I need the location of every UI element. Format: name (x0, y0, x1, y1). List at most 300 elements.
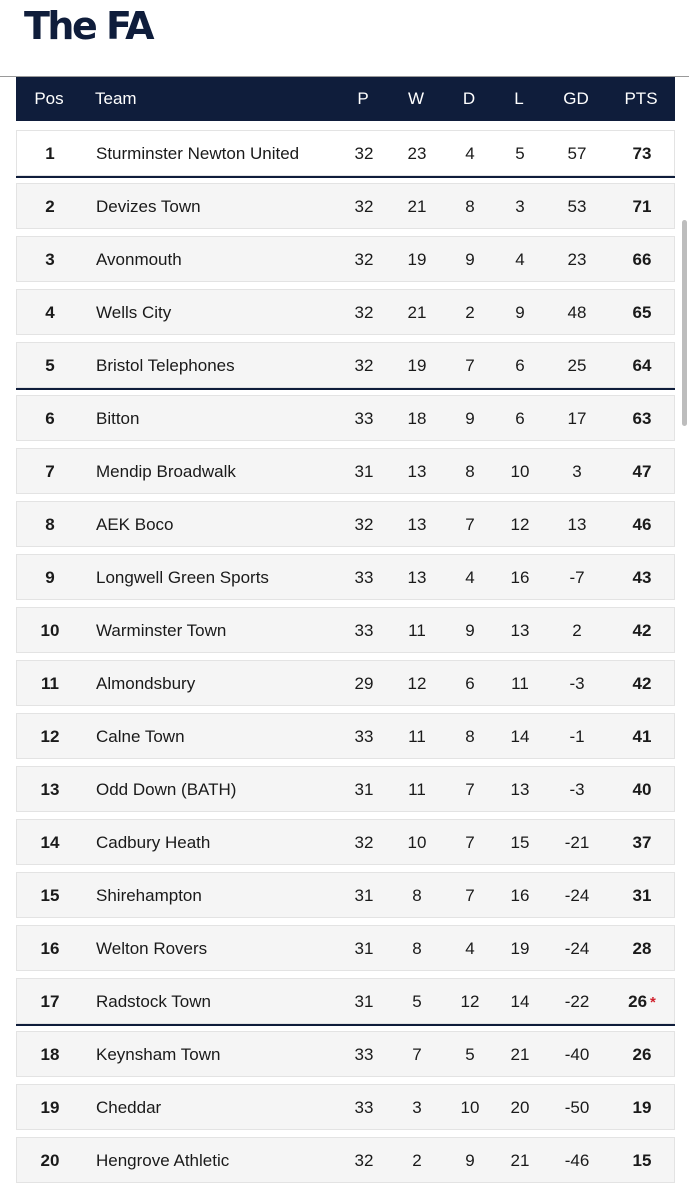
row-played-value: 33 (354, 727, 374, 746)
row-lost-value: 21 (510, 1151, 530, 1170)
row-pos (17, 992, 83, 1012)
row-played-value: 33 (354, 621, 374, 640)
row-points (617, 1151, 667, 1171)
row-lost-value: 13 (510, 780, 530, 799)
row-won (402, 356, 432, 376)
row-pos (17, 1098, 83, 1118)
row-points (617, 144, 667, 164)
row-points-value: 43 (632, 568, 652, 587)
row-lost-value: 12 (510, 515, 530, 534)
table-row[interactable] (16, 607, 675, 653)
row-pos-value: 3 (45, 250, 55, 269)
table-row[interactable] (16, 872, 675, 918)
row-goal-difference (557, 992, 597, 1012)
table-row[interactable] (16, 554, 675, 600)
row-won-value: 11 (408, 727, 426, 746)
row-drawn-value: 4 (465, 939, 475, 958)
row-won-value: 13 (407, 515, 427, 534)
row-drawn (455, 1098, 485, 1118)
row-goal-difference (557, 303, 597, 323)
row-pos (17, 1151, 83, 1171)
row-played (349, 409, 379, 429)
row-goal-difference (557, 1045, 597, 1065)
row-pos-value: 11 (41, 674, 59, 693)
row-points (617, 727, 667, 747)
row-points-value: 42 (632, 621, 652, 640)
row-team-name-value: Sturminster Newton United (96, 144, 300, 163)
row-points-value: 28 (632, 939, 652, 958)
row-goal-difference (557, 356, 597, 376)
table-row[interactable] (16, 395, 675, 441)
table-row[interactable] (16, 819, 675, 865)
row-goal-difference-value: -1 (569, 727, 585, 746)
row-pos (17, 515, 83, 535)
row-team-name-value: Devizes Town (96, 197, 201, 216)
row-points (617, 515, 667, 535)
row-team-name (96, 409, 336, 429)
row-lost (505, 1151, 535, 1171)
row-team-name (96, 780, 336, 800)
row-drawn (455, 409, 485, 429)
row-lost (505, 515, 535, 535)
row-won (402, 250, 432, 270)
row-goal-difference-value: 53 (567, 197, 587, 216)
points-note-marker: * (650, 994, 656, 1011)
row-won-value: 21 (407, 197, 427, 216)
row-won (402, 1151, 432, 1171)
row-pos-value: 14 (40, 833, 60, 852)
row-lost (505, 727, 535, 747)
row-team-name-value: Calne Town (96, 727, 185, 746)
row-played-value: 29 (354, 674, 374, 693)
row-goal-difference-value: 57 (567, 144, 587, 163)
row-points (617, 197, 667, 217)
row-lost-value: 21 (510, 1045, 530, 1064)
row-played-value: 31 (354, 939, 374, 958)
row-team-name (96, 144, 336, 164)
row-played (349, 303, 379, 323)
row-pos-value: 13 (40, 780, 60, 799)
row-won-value: 13 (407, 568, 427, 587)
row-won-value: 23 (407, 144, 427, 163)
row-lost (505, 1045, 535, 1065)
row-won (402, 621, 432, 641)
row-won (402, 568, 432, 588)
row-goal-difference (557, 250, 597, 270)
row-team-name-value: Mendip Broadwalk (96, 462, 236, 481)
row-won-value: 7 (412, 1045, 422, 1064)
row-played (349, 674, 379, 694)
row-pos (17, 621, 83, 641)
table-row[interactable] (16, 501, 675, 547)
row-team-name-value: Radstock Town (96, 992, 211, 1011)
row-played (349, 621, 379, 641)
row-points-value: 26 (628, 992, 648, 1011)
row-drawn-value: 7 (465, 886, 475, 905)
row-played-value: 32 (354, 833, 374, 852)
row-team-name-value: Bitton (96, 409, 140, 428)
row-lost-value: 5 (515, 144, 525, 163)
row-points (617, 250, 667, 270)
row-lost (505, 780, 535, 800)
row-lost (505, 621, 535, 641)
row-points (617, 303, 667, 323)
row-goal-difference (557, 674, 597, 694)
row-team-name (96, 992, 336, 1012)
row-pos-value: 4 (45, 303, 55, 322)
row-points (617, 780, 667, 800)
row-points-value: 73 (632, 144, 652, 163)
row-pos (17, 144, 83, 164)
row-points (617, 568, 667, 588)
row-team-name (96, 515, 336, 535)
row-played (349, 144, 379, 164)
row-lost (505, 939, 535, 959)
table-header (16, 77, 675, 121)
row-drawn-value: 8 (465, 462, 475, 481)
row-lost (505, 409, 535, 429)
row-points (617, 462, 667, 482)
row-drawn (455, 356, 485, 376)
row-played-value: 32 (354, 250, 374, 269)
row-won (402, 992, 432, 1012)
row-won (402, 409, 432, 429)
row-pos-value: 20 (40, 1151, 60, 1170)
row-drawn-value: 5 (465, 1045, 475, 1064)
row-played-value: 31 (354, 886, 374, 905)
row-points (617, 674, 667, 694)
row-drawn-value: 4 (465, 568, 475, 587)
row-team-name (96, 939, 336, 959)
scrollbar[interactable] (682, 220, 687, 426)
row-won-value: 3 (412, 1098, 422, 1117)
row-team-name-value: Avonmouth (96, 250, 182, 269)
row-pos (17, 462, 83, 482)
row-played (349, 1098, 379, 1118)
row-points-value: 47 (632, 462, 652, 481)
row-played (349, 197, 379, 217)
row-goal-difference-value: -3 (569, 674, 585, 693)
row-drawn-value: 9 (465, 621, 475, 640)
table-row[interactable] (16, 978, 675, 1024)
row-pos-value: 8 (45, 515, 55, 534)
row-won (402, 1098, 432, 1118)
row-team-name (96, 250, 336, 270)
row-points-value: 64 (632, 356, 652, 375)
row-won-value: 8 (412, 886, 422, 905)
row-drawn (455, 303, 485, 323)
row-played-value: 33 (354, 1045, 374, 1064)
row-drawn (455, 780, 485, 800)
row-lost (505, 992, 535, 1012)
row-lost-value: 20 (510, 1098, 530, 1117)
row-team-name-value: Cadbury Heath (96, 833, 211, 852)
row-played (349, 356, 379, 376)
row-goal-difference (557, 144, 597, 164)
row-drawn (455, 621, 485, 641)
row-won-value: 21 (407, 303, 427, 322)
row-pos-value: 19 (40, 1098, 60, 1117)
row-played-value: 32 (354, 1151, 374, 1170)
table-row[interactable] (16, 1084, 675, 1130)
row-played (349, 833, 379, 853)
row-won-value: 13 (407, 462, 427, 481)
row-drawn (455, 1151, 485, 1171)
row-lost-value: 16 (510, 568, 530, 587)
row-played (349, 1045, 379, 1065)
row-pos (17, 939, 83, 959)
row-won (402, 886, 432, 906)
table-row[interactable] (16, 342, 675, 388)
row-drawn (455, 462, 485, 482)
header-won: W (407, 89, 425, 108)
row-pos-value: 5 (45, 356, 55, 375)
row-team-name (96, 462, 336, 482)
row-pos (17, 833, 83, 853)
row-team-name-value: Welton Rovers (96, 939, 208, 958)
row-lost (505, 674, 535, 694)
row-team-name (96, 833, 336, 853)
row-points-value: 71 (632, 197, 652, 216)
row-lost-value: 3 (515, 197, 525, 216)
row-lost (505, 886, 535, 906)
row-points (617, 1045, 667, 1065)
position-divider (16, 176, 675, 178)
row-drawn-value: 6 (465, 674, 475, 693)
row-team-name-value: Longwell Green Sports (96, 568, 269, 587)
header-goal-difference: GD (563, 89, 589, 108)
row-goal-difference-value: -7 (569, 568, 585, 587)
header-drawn: D (462, 89, 476, 108)
row-pos-value: 6 (45, 409, 55, 428)
table-row[interactable] (16, 130, 675, 176)
row-points (617, 939, 667, 959)
row-lost-value: 15 (510, 833, 530, 852)
row-points-value: 19 (632, 1098, 652, 1117)
row-lost (505, 303, 535, 323)
row-goal-difference (557, 1098, 597, 1118)
row-goal-difference-value: -22 (564, 992, 590, 1011)
header-lost: L (514, 89, 524, 108)
row-lost-value: 4 (515, 250, 525, 269)
row-won (402, 780, 432, 800)
row-drawn-value: 7 (465, 833, 475, 852)
row-played-value: 32 (354, 303, 374, 322)
row-goal-difference (557, 833, 597, 853)
row-goal-difference (557, 780, 597, 800)
row-played (349, 568, 379, 588)
row-lost-value: 11 (511, 674, 529, 693)
row-goal-difference (557, 621, 597, 641)
row-team-name (96, 621, 336, 641)
row-won (402, 197, 432, 217)
row-lost (505, 144, 535, 164)
row-played-value: 32 (354, 515, 374, 534)
row-team-name (96, 303, 336, 323)
table-row[interactable] (16, 183, 675, 229)
row-drawn-value: 9 (465, 250, 475, 269)
row-goal-difference (557, 727, 597, 747)
row-pos-value: 10 (40, 621, 60, 640)
row-drawn (455, 144, 485, 164)
row-goal-difference-value: -21 (564, 833, 590, 852)
row-lost-value: 9 (515, 303, 525, 322)
row-played-value: 31 (354, 462, 374, 481)
row-pos (17, 568, 83, 588)
row-points-value: 42 (632, 674, 652, 693)
row-drawn-value: 7 (465, 515, 475, 534)
row-team-name (96, 1045, 336, 1065)
row-lost (505, 250, 535, 270)
row-team-name-value: Hengrove Athletic (96, 1151, 230, 1170)
row-goal-difference (557, 409, 597, 429)
row-goal-difference-value: -50 (564, 1098, 590, 1117)
row-lost-value: 19 (510, 939, 530, 958)
row-lost (505, 197, 535, 217)
row-won (402, 674, 432, 694)
row-goal-difference (557, 515, 597, 535)
row-drawn-value: 8 (465, 197, 475, 216)
row-lost-value: 6 (515, 356, 525, 375)
row-drawn (455, 250, 485, 270)
row-points-value: 40 (632, 780, 652, 799)
row-goal-difference (557, 568, 597, 588)
header-pos: Pos (34, 89, 64, 108)
row-drawn (455, 992, 485, 1012)
row-won (402, 144, 432, 164)
row-drawn-value: 7 (465, 780, 475, 799)
row-won-value: 2 (412, 1151, 422, 1170)
row-played-value: 32 (354, 197, 374, 216)
row-team-name (96, 886, 336, 906)
row-pos (17, 674, 83, 694)
row-goal-difference-value: -24 (564, 886, 590, 905)
row-won-value: 12 (407, 674, 427, 693)
row-drawn (455, 197, 485, 217)
row-drawn (455, 1045, 485, 1065)
row-pos (17, 780, 83, 800)
table-row[interactable] (16, 448, 675, 494)
site-header (0, 0, 689, 77)
row-pos-value: 1 (45, 144, 55, 163)
fa-logo[interactable]: The FA (24, 4, 152, 48)
row-played (349, 250, 379, 270)
row-points-value: 37 (632, 833, 652, 852)
row-won (402, 939, 432, 959)
row-points-value: 66 (632, 250, 652, 269)
row-team-name (96, 1151, 336, 1171)
row-won (402, 727, 432, 747)
row-team-name (96, 356, 336, 376)
row-pos-value: 17 (40, 992, 60, 1011)
row-won-value: 11 (408, 621, 426, 640)
row-pos (17, 303, 83, 323)
table-row[interactable] (16, 1137, 675, 1183)
header-points: PTS (624, 89, 658, 108)
row-lost (505, 1098, 535, 1118)
row-drawn (455, 886, 485, 906)
row-lost-value: 16 (510, 886, 530, 905)
row-points (617, 356, 667, 376)
row-drawn (455, 939, 485, 959)
row-won (402, 303, 432, 323)
row-pos-value: 16 (40, 939, 60, 958)
row-points-value: 41 (632, 727, 652, 746)
row-goal-difference-value: 23 (567, 250, 587, 269)
row-pos-value: 9 (45, 568, 55, 587)
table-row[interactable] (16, 766, 675, 812)
row-points-value: 26 (632, 1045, 652, 1064)
table-row[interactable] (16, 713, 675, 759)
position-divider (16, 1024, 675, 1026)
row-played-value: 31 (354, 780, 374, 799)
row-pos-value: 12 (40, 727, 60, 746)
row-team-name (96, 727, 336, 747)
row-won-value: 8 (412, 939, 422, 958)
row-pos-value: 15 (40, 886, 60, 905)
row-lost-value: 6 (515, 409, 525, 428)
row-goal-difference-value: 2 (572, 621, 582, 640)
row-played (349, 780, 379, 800)
row-points (617, 886, 667, 906)
row-points (617, 992, 667, 1013)
position-divider (16, 388, 675, 390)
row-team-name (96, 568, 336, 588)
header-team: Team (95, 89, 137, 108)
row-lost-value: 14 (510, 992, 530, 1011)
row-drawn (455, 833, 485, 853)
row-pos (17, 250, 83, 270)
table-row[interactable] (16, 236, 675, 282)
row-played-value: 33 (354, 409, 374, 428)
row-pos (17, 197, 83, 217)
row-team-name (96, 197, 336, 217)
row-goal-difference-value: 48 (567, 303, 587, 322)
row-played (349, 939, 379, 959)
row-team-name (96, 1098, 336, 1118)
row-goal-difference-value: 3 (572, 462, 582, 481)
row-team-name-value: Almondsbury (96, 674, 196, 693)
row-drawn-value: 9 (465, 1151, 475, 1170)
row-drawn-value: 10 (460, 1098, 480, 1117)
row-goal-difference-value: -3 (569, 780, 585, 799)
row-drawn-value: 9 (465, 409, 475, 428)
row-team-name-value: Cheddar (96, 1098, 162, 1117)
row-played-value: 31 (354, 992, 374, 1011)
row-pos (17, 356, 83, 376)
row-points-value: 63 (632, 409, 652, 428)
table-row[interactable] (16, 1031, 675, 1077)
row-goal-difference (557, 939, 597, 959)
row-drawn (455, 727, 485, 747)
row-lost (505, 833, 535, 853)
row-goal-difference (557, 462, 597, 482)
row-points-value: 46 (632, 515, 652, 534)
row-goal-difference (557, 197, 597, 217)
row-pos-value: 7 (45, 462, 55, 481)
row-played-value: 33 (354, 568, 374, 587)
row-drawn-value: 12 (460, 992, 480, 1011)
table-row[interactable] (16, 925, 675, 971)
row-won-value: 19 (407, 250, 427, 269)
row-lost-value: 10 (510, 462, 530, 481)
table-row[interactable] (16, 289, 675, 335)
table-row[interactable] (16, 660, 675, 706)
row-drawn-value: 8 (465, 727, 475, 746)
row-drawn-value: 7 (465, 356, 475, 375)
row-pos-value: 2 (45, 197, 55, 216)
row-won (402, 833, 432, 853)
